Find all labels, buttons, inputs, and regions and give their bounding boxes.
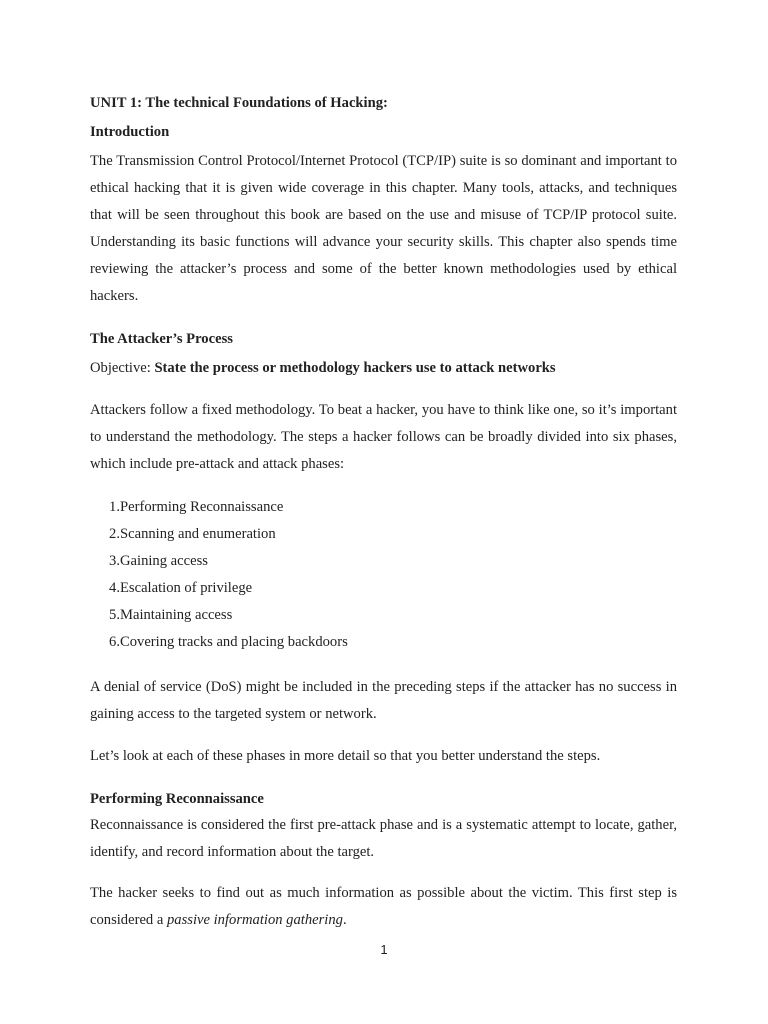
recon-heading: Performing Reconnaissance [90, 791, 264, 807]
step-text: Escalation of privilege [120, 580, 253, 596]
list-item [90, 551, 348, 578]
unit-title: UNIT 1: The technical Foundations of Hacking: [90, 95, 388, 111]
list-item [90, 578, 348, 605]
intro-heading: Introduction [90, 124, 170, 140]
step-number: 5. [109, 607, 120, 623]
list-item [90, 632, 348, 659]
list-item [90, 524, 348, 551]
step-text: Performing Reconnaissance [120, 499, 284, 515]
step-text: Covering tracks and placing backdoors [120, 634, 348, 650]
step-number: 4. [109, 580, 120, 596]
step-text: Scanning and enumeration [120, 526, 276, 542]
steps-list [90, 497, 348, 659]
process-paragraph: Attackers follow a fixed methodology. To beat a hacker, you have to think like one, so it’s important to understand the methodology. The steps a hacker follows can be broadly divided into six phases, which include pre-attack and attack phases: [90, 402, 677, 472]
passive-gathering-term: passive information gathering [167, 912, 343, 928]
process-heading: The Attacker’s Process [90, 331, 233, 347]
step-number: 3. [109, 553, 120, 569]
list-item [90, 497, 348, 524]
hacker-paragraph [90, 880, 677, 934]
step-number: 2. [109, 526, 120, 542]
objective-line [90, 358, 677, 378]
look-paragraph: Let’s look at each of these phases in more detail so that you better understand the steps. [90, 748, 601, 764]
objective-text: State the process or methodology hackers use to attack networks [154, 360, 556, 376]
step-number: 1. [109, 499, 120, 515]
recon-paragraph: Reconnaissance is considered the first pre-attack phase and is a systematic attempt to locate, gather, identify, and record information about the target. [90, 817, 677, 860]
intro-paragraph: The Transmission Control Protocol/Internet Protocol (TCP/IP) suite is so dominant and important to ethical hacking that it is given wide coverage in this chapter. Many tools, attacks, and techniques that will be seen throughout this book are based on the use and misuse of TCP/IP protocol suite. Understanding its basic functions will advance your security skills. This chapter also spends time reviewing the attacker’s process and some of the better known methodologies used by ethical hackers. [90, 153, 677, 304]
step-number: 6. [109, 634, 120, 650]
page-number: 1 [380, 942, 388, 957]
objective-label: Objective: [90, 360, 155, 376]
dos-paragraph: A denial of service (DoS) might be included in the preceding steps if the attacker has no success in gaining access to the targeted system or network. [90, 679, 677, 722]
step-text: Gaining access [120, 553, 208, 569]
hacker-paragraph-end: . [342, 912, 347, 928]
step-text: Maintaining access [120, 607, 233, 623]
hacker-paragraph-text: The hacker seeks to find out as much information as possible about the victim. This first step is considered a [90, 885, 677, 928]
list-item [90, 605, 348, 632]
